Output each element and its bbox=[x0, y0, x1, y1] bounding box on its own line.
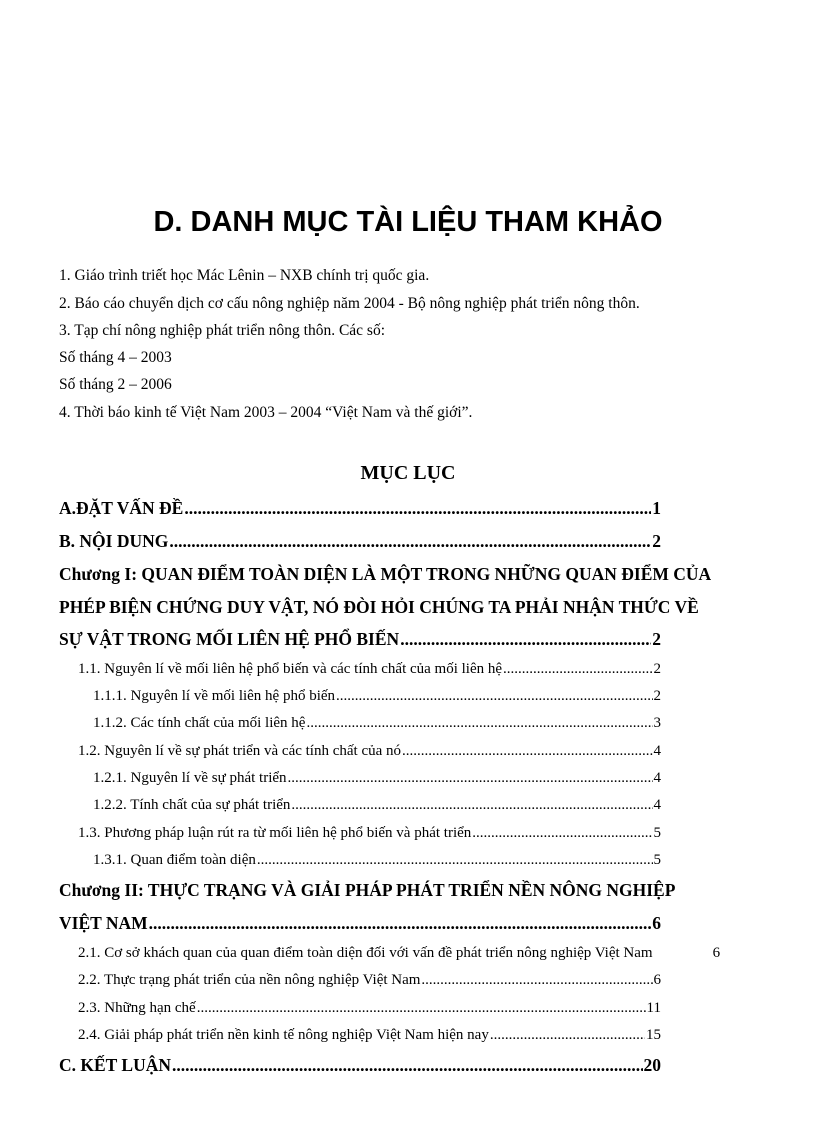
toc-entry-label: 2.2. Thực trạng phát triển của nền nông nghiệp Việt Nam bbox=[78, 972, 421, 988]
toc-entry-label: 2.4. Giải pháp phát triển nền kinh tế nông nghiệp Việt Nam hiện nay bbox=[78, 1027, 489, 1043]
toc-page-number: 3 bbox=[653, 715, 661, 731]
toc-page-number: 11 bbox=[646, 1000, 661, 1016]
reference-item: 2. Báo cáo chuyển dịch cơ cấu nông nghiệp năm 2004 - Bộ nông nghiệp phát triển nông thôn. bbox=[59, 295, 640, 312]
toc-entry-chapter2[interactable] bbox=[59, 911, 661, 935]
toc-page-number: 6 bbox=[652, 913, 661, 933]
toc-leader bbox=[472, 821, 652, 845]
toc-entry-b[interactable] bbox=[59, 529, 661, 553]
toc-leader bbox=[490, 1023, 645, 1047]
toc-leader bbox=[197, 996, 646, 1020]
toc-entry-2-4[interactable] bbox=[78, 1023, 661, 1047]
toc-leader bbox=[402, 739, 652, 763]
toc-chapter1-line[interactable]: PHÉP BIỆN CHỨNG DUY VẬT, NÓ ĐÒI HỎI CHÚNG TA PHẢI NHẬN THỨC VỀ bbox=[59, 597, 699, 617]
toc-entry-2-3[interactable] bbox=[78, 996, 661, 1020]
toc-entry-label: 1.3. Phương pháp luận rút ra từ mối liên hệ phổ biến và phát triển bbox=[78, 825, 472, 841]
toc-entry-1-2-2[interactable] bbox=[93, 793, 661, 817]
reference-item: 3. Tạp chí nông nghiệp phát triển nông thôn. Các số: bbox=[59, 322, 386, 339]
toc-entry-label: 1.1.2. Các tính chất của mối liên hệ bbox=[93, 715, 306, 731]
toc-page-number: 5 bbox=[653, 825, 661, 841]
toc-entry-label: C. KẾT LUẬN bbox=[59, 1055, 171, 1075]
toc-entry-1-2[interactable] bbox=[78, 739, 661, 763]
toc-chapter2-line[interactable]: Chương II: THỰC TRẠNG VÀ GIẢI PHÁP PHÁT TRIỂN NỀN NÔNG NGHIỆP bbox=[59, 880, 676, 900]
toc-page-number: 2 bbox=[653, 688, 661, 704]
toc-entry-1-2-1[interactable] bbox=[93, 766, 661, 790]
toc-page-number: 5 bbox=[653, 852, 661, 868]
toc-entry-1-1-1[interactable] bbox=[93, 684, 661, 708]
toc-entry-chapter1[interactable] bbox=[59, 627, 661, 651]
toc-entry-label: 1.2.2. Tính chất của sự phát triển bbox=[93, 797, 291, 813]
toc-page-number: 6 bbox=[653, 972, 661, 988]
toc-page-number: 6 bbox=[712, 945, 721, 961]
toc-entry-label: 1.1.1. Nguyên lí về mối liên hệ phổ biến bbox=[93, 688, 336, 704]
toc-entry-a[interactable] bbox=[59, 496, 661, 520]
reference-item: Số tháng 2 – 2006 bbox=[59, 376, 172, 393]
toc-leader bbox=[184, 496, 651, 520]
toc-entry-label: VIỆT NAM bbox=[59, 913, 148, 933]
toc-leader bbox=[149, 911, 652, 935]
toc-leader bbox=[291, 793, 652, 817]
toc-page-number: 4 bbox=[653, 797, 661, 813]
toc-leader bbox=[169, 529, 651, 553]
toc-entry-label: SỰ VẬT TRONG MỐI LIÊN HỆ PHỔ BIẾN bbox=[59, 629, 400, 649]
toc-page-number: 2 bbox=[653, 661, 661, 677]
toc-entry-label: 2.3. Những hạn chế bbox=[78, 1000, 196, 1016]
toc-page-number: 15 bbox=[646, 1027, 661, 1043]
toc-entry-2-2[interactable] bbox=[78, 968, 661, 992]
reference-item: 4. Thời báo kinh tế Việt Nam 2003 – 2004 “Việt Nam và thế giới”. bbox=[59, 404, 473, 421]
toc-entry-label: B. NỘI DUNG bbox=[59, 531, 169, 551]
toc-entry-label: 1.2. Nguyên lí về sự phát triển và các tính chất của nó bbox=[78, 743, 402, 759]
toc-page-number: 20 bbox=[643, 1055, 661, 1075]
toc-entry-1-3[interactable] bbox=[78, 821, 661, 845]
toc-chapter1-line[interactable]: Chương I: QUAN ĐIỂM TOÀN DIỆN LÀ MỘT TRONG NHỮNG QUAN ĐIỂM CỦA bbox=[59, 564, 712, 584]
toc-page-number: 2 bbox=[652, 531, 661, 551]
toc-heading: MỤC LỤC bbox=[360, 462, 456, 484]
toc-entry-label: 1.3.1. Quan điểm toàn diện bbox=[93, 852, 256, 868]
toc-leader bbox=[257, 848, 653, 872]
toc-leader bbox=[421, 968, 652, 992]
toc-entry-label: 2.1. Cơ sở khách quan của quan điểm toàn diện đối với vấn đề phát triển nông nghiệp Việt Nam bbox=[78, 945, 653, 961]
reference-item: 1. Giáo trình triết học Mác Lênin – NXB chính trị quốc gia. bbox=[59, 267, 430, 284]
toc-leader bbox=[400, 627, 651, 651]
page-title: D. DANH MỤC TÀI LIỆU THAM KHẢO bbox=[153, 206, 663, 238]
reference-item: Số tháng 4 – 2003 bbox=[59, 349, 172, 366]
toc-page-number: 4 bbox=[653, 770, 661, 786]
toc-entry-label: 1.1. Nguyên lí về mối liên hệ phổ biến và các tính chất của mối liên hệ bbox=[78, 661, 503, 677]
toc-leader bbox=[336, 684, 652, 708]
toc-entry-c[interactable] bbox=[59, 1053, 661, 1077]
toc-leader bbox=[172, 1053, 643, 1077]
toc-leader bbox=[503, 657, 652, 681]
toc-entry-1-3-1[interactable] bbox=[93, 848, 661, 872]
toc-page-number: 4 bbox=[653, 743, 661, 759]
toc-entry-1-1[interactable] bbox=[78, 657, 661, 681]
toc-leader bbox=[306, 711, 652, 735]
toc-entry-label: A.ĐẶT VẤN ĐỀ bbox=[59, 498, 184, 518]
toc-leader bbox=[288, 766, 653, 790]
toc-page-number: 2 bbox=[652, 629, 661, 649]
toc-page-number: 1 bbox=[652, 498, 661, 518]
toc-entry-2-1[interactable] bbox=[78, 941, 768, 965]
toc-entry-1-1-2[interactable] bbox=[93, 711, 661, 735]
toc-entry-label: 1.2.1. Nguyên lí về sự phát triển bbox=[93, 770, 287, 786]
